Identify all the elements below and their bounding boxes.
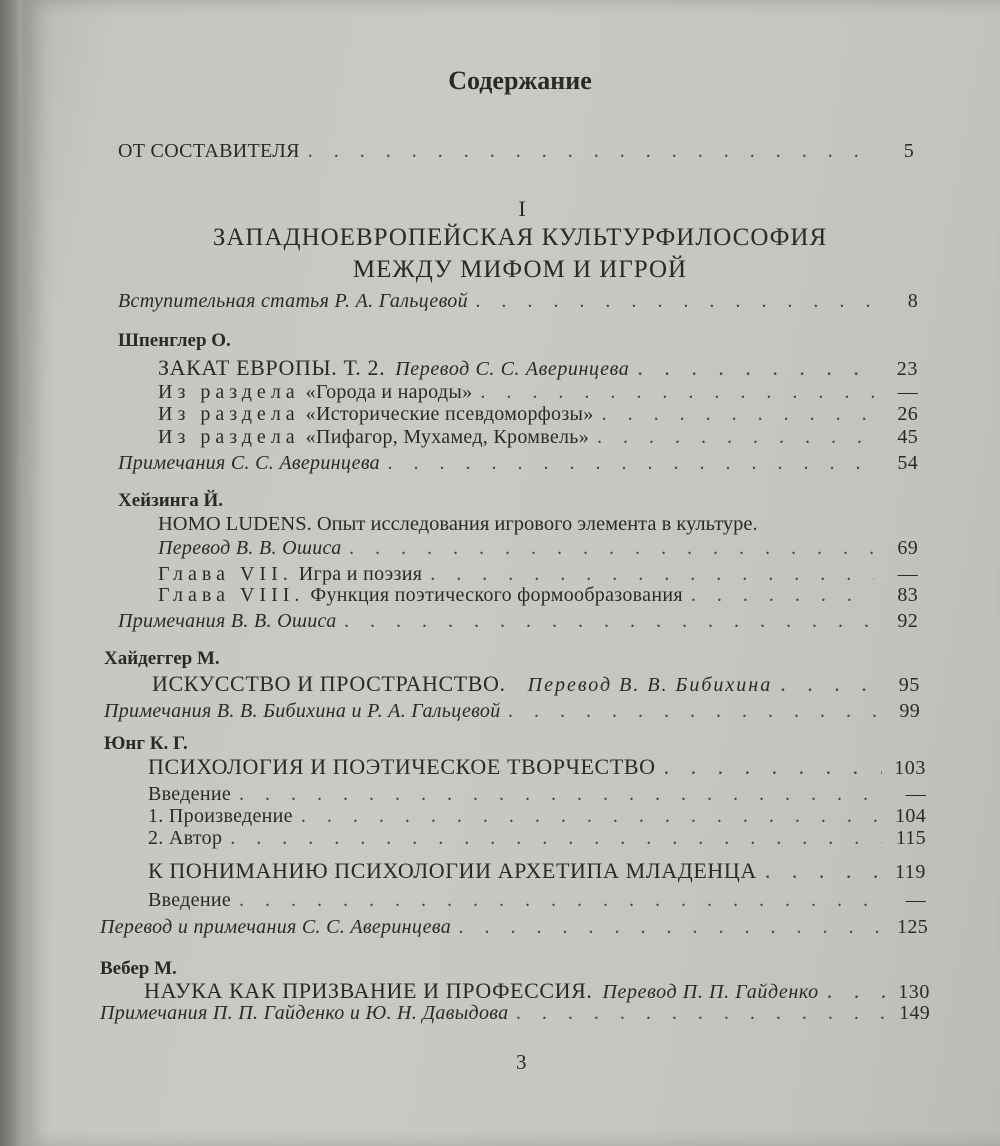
notes-label: Примечания В. В. Ошиса bbox=[118, 610, 337, 632]
toc-entry-heidegger-work bbox=[152, 671, 920, 697]
toc-entry-huizinga-work bbox=[158, 537, 918, 560]
work-translator: Перевод В. В. Ошиса bbox=[158, 537, 342, 559]
leader-dots bbox=[388, 452, 874, 475]
section-title-line1: ЗАПАДНОЕВРОПЕЙСКАЯ КУЛЬТУРФИЛОСОФИЯ bbox=[212, 224, 828, 251]
subentry-label: 1. Произведение bbox=[148, 805, 293, 827]
toc-subentry bbox=[158, 426, 918, 449]
toc-subentry bbox=[158, 403, 918, 426]
author-jung: Юнг К. Г. bbox=[104, 733, 188, 754]
toc-page-number: 54 bbox=[897, 452, 918, 474]
toc-page-number: 95 bbox=[898, 674, 920, 696]
toc-subentry bbox=[158, 381, 918, 404]
subentry-label: «Пифагор, Мухамед, Кромвель» bbox=[305, 426, 590, 448]
leader-dots bbox=[516, 1002, 886, 1025]
subentry-label: Функция поэтического формообразования bbox=[310, 584, 683, 606]
toc-subentry bbox=[148, 827, 926, 850]
subentry-label: Введение bbox=[148, 783, 232, 805]
author-spengler: Шпенглер О. bbox=[118, 330, 231, 351]
author-huizinga: Хейзинга Й. bbox=[118, 490, 224, 511]
work-title: ПСИХОЛОГИЯ И ПОЭТИЧЕСКОЕ ТВОРЧЕСТВО bbox=[148, 754, 656, 779]
toc-subentry bbox=[158, 563, 918, 586]
toc-page-number: 99 bbox=[899, 700, 920, 722]
leader-dots bbox=[780, 671, 876, 697]
leader-dots bbox=[459, 916, 884, 939]
toc-subentry bbox=[148, 783, 926, 806]
notes-label: Примечания С. С. Аверинцева bbox=[118, 452, 380, 474]
section-number: I bbox=[518, 196, 526, 221]
leader-dots bbox=[664, 754, 882, 780]
subentry-label: «Города и народы» bbox=[305, 381, 473, 403]
notes-label: Примечания В. В. Бибихина и Р. А. Гальцевой bbox=[104, 700, 501, 722]
work-translator: Перевод П. П. Гайденко bbox=[602, 981, 819, 1003]
toc-page-number: 149 bbox=[899, 1002, 930, 1024]
author-weber: Вебер М. bbox=[100, 958, 177, 979]
toc-entry-label: ОТ СОСТАВИТЕЛЯ bbox=[118, 140, 300, 162]
subentry-prefix: Из раздела bbox=[158, 381, 300, 403]
toc-entry-weber-work bbox=[144, 978, 930, 1004]
subentry-prefix: Глава VIII. bbox=[158, 584, 305, 606]
toc-page-number: 125 bbox=[897, 916, 928, 938]
leader-dots bbox=[597, 426, 874, 449]
author-heidegger: Хайдеггер М. bbox=[104, 648, 220, 669]
leader-dots bbox=[765, 858, 882, 884]
toc-page-number: 92 bbox=[897, 610, 918, 632]
leader-dots bbox=[350, 537, 874, 560]
leader-dots bbox=[301, 805, 882, 828]
leader-dots bbox=[691, 584, 874, 607]
toc-page-number: 83 bbox=[897, 584, 918, 606]
subentry-prefix: Из раздела bbox=[158, 426, 300, 448]
notes-label: Перевод и примечания С. С. Аверинцева bbox=[100, 916, 452, 938]
toc-page-number: 5 bbox=[903, 140, 914, 162]
leader-dots bbox=[480, 381, 874, 404]
work-title: К ПОНИМАНИЮ ПСИХОЛОГИИ АРХЕТИПА МЛАДЕНЦА bbox=[148, 858, 757, 883]
work-title: НАУКА КАК ПРИЗВАНИЕ И ПРОФЕССИЯ. bbox=[144, 978, 593, 1003]
work-title: ИСКУССТВО И ПРОСТРАНСТВО. bbox=[152, 671, 506, 696]
work-title: HOMO LUDENS. Опыт исследования игрового элемента в культуре. bbox=[158, 513, 758, 535]
leader-dots bbox=[345, 610, 874, 633]
toc-page-number: 104 bbox=[895, 805, 926, 827]
section-title-line2: МЕЖДУ МИФОМ И ИГРОЙ bbox=[352, 256, 688, 283]
toc-entry-heidegger-notes bbox=[104, 700, 920, 723]
toc-entry-weber-notes bbox=[100, 1002, 930, 1025]
toc-entry-preface bbox=[118, 140, 914, 163]
leader-dots bbox=[239, 889, 882, 912]
subentry-label: «Исторические псевдоморфозы» bbox=[305, 403, 594, 425]
toc-entry-jung-work1 bbox=[148, 754, 926, 780]
leader-dots bbox=[509, 700, 877, 723]
toc-page-number: — bbox=[897, 563, 918, 585]
subentry-label: Введение bbox=[148, 889, 232, 911]
page-title: Содержание bbox=[448, 66, 592, 95]
toc-entry-huizinga-notes bbox=[118, 610, 918, 633]
subentry-prefix: Из раздела bbox=[158, 403, 300, 425]
work-translator: Перевод В. В. Бибихина bbox=[527, 674, 773, 696]
toc-page-number: 8 bbox=[907, 290, 918, 312]
toc-entry-spengler-notes bbox=[118, 452, 918, 475]
subentry-label: Игра и поэзия bbox=[298, 563, 423, 585]
toc-page-number: 115 bbox=[895, 827, 926, 849]
toc-page-number: 26 bbox=[897, 403, 918, 425]
toc-page-number: — bbox=[897, 381, 918, 403]
toc-page-number: — bbox=[905, 889, 926, 911]
work-title: ЗАКАТ ЕВРОПЫ. Т. 2. bbox=[158, 355, 386, 380]
page-number: 3 bbox=[516, 1050, 527, 1074]
leader-dots bbox=[827, 978, 886, 1004]
leader-dots bbox=[476, 290, 874, 313]
toc-page-number: — bbox=[905, 783, 926, 805]
toc-subentry bbox=[148, 889, 926, 912]
notes-label: Примечания П. П. Гайденко и Ю. Н. Давыдова bbox=[100, 1002, 509, 1024]
toc-subentry bbox=[158, 584, 918, 607]
toc-page-number: 45 bbox=[897, 426, 918, 448]
leader-dots bbox=[239, 783, 882, 806]
toc-page-number: 119 bbox=[894, 861, 926, 883]
toc-page-number: 103 bbox=[894, 757, 926, 779]
toc-page-number: 130 bbox=[898, 981, 930, 1003]
leader-dots bbox=[308, 140, 870, 163]
subentry-label: 2. Автор bbox=[148, 827, 223, 849]
leader-dots bbox=[637, 355, 874, 381]
leader-dots bbox=[602, 403, 874, 426]
subentry-prefix: Глава VII. bbox=[158, 563, 293, 585]
leader-dots bbox=[230, 827, 882, 850]
toc-entry-intro bbox=[118, 290, 918, 313]
toc-page-number: 23 bbox=[896, 358, 918, 380]
leader-dots bbox=[430, 563, 874, 586]
book-spine-shadow bbox=[0, 0, 22, 1146]
toc-entry-spengler-work bbox=[158, 355, 918, 381]
toc-entry-jung-work2 bbox=[148, 858, 926, 884]
work-translator: Перевод С. С. Аверинцева bbox=[395, 358, 630, 380]
toc-page-number: 69 bbox=[897, 537, 918, 559]
toc-entry-jung-notes bbox=[100, 916, 928, 939]
toc-subentry bbox=[148, 805, 926, 828]
toc-entry-label: Вступительная статья Р. А. Гальцевой bbox=[118, 290, 468, 312]
